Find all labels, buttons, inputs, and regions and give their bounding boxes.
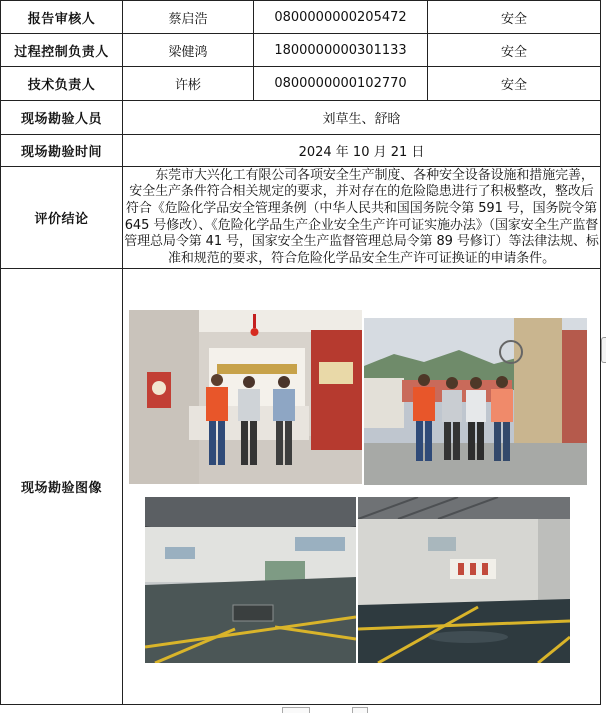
survey-staff-label: 现场勘验人员 bbox=[1, 101, 123, 135]
table-row bbox=[1, 34, 601, 67]
warehouse-interior-photo bbox=[145, 497, 356, 663]
row-label: 过程控制负责人 bbox=[1, 34, 123, 67]
page-selector-box-secondary[interactable] bbox=[352, 707, 368, 713]
survey-time-value: 2024 年 10 月 21 日 bbox=[123, 135, 601, 167]
row-label: 报告审核人 bbox=[1, 1, 123, 34]
side-scroll-tab[interactable] bbox=[601, 337, 606, 363]
outdoor-group-photo bbox=[364, 318, 587, 485]
lobby-group-photo bbox=[129, 310, 362, 484]
survey-images-label: 现场勘验图像 bbox=[1, 269, 123, 705]
workshop-interior-photo bbox=[358, 497, 570, 663]
status-value: 安全 bbox=[428, 67, 601, 101]
status-value: 安全 bbox=[428, 34, 601, 67]
conclusion-label: 评价结论 bbox=[1, 167, 123, 269]
status-value: 安全 bbox=[428, 1, 601, 34]
table-row bbox=[1, 135, 601, 167]
person-name: 蔡启浩 bbox=[123, 1, 254, 34]
certificate-number: 0800000000205472 bbox=[254, 1, 428, 34]
certificate-number: 0800000000102770 bbox=[254, 67, 428, 101]
table-row bbox=[1, 67, 601, 101]
conclusion-text: 东莞市大兴化工有限公司各项安全生产制度、各种安全设备设施和措施完善，安全生产条件符合相关规定的要求，并对存在的危险隐患进行了积极整改，整改后符合《危险化学品安全管理条例（中华人民共和国国务院令第 591 号，国务院令第 645 号修改）、《危险化学品生产企业安全生产许可证实施办法》（国家安全生产监督管理总局令第 41 号，国家安全生产监督管理总局令第 89 号修订）等法律法规、标准和规范的要求，符合危险化学品安全生产许可证换证的申请条件。 bbox=[124, 167, 599, 266]
survey-images-cell bbox=[123, 269, 601, 705]
table-row bbox=[1, 1, 601, 34]
conclusion-text-cell bbox=[123, 167, 601, 269]
table-row bbox=[1, 167, 601, 269]
survey-time-label: 现场勘验时间 bbox=[1, 135, 123, 167]
table-row bbox=[1, 269, 601, 705]
person-name: 梁健鸿 bbox=[123, 34, 254, 67]
page-selector-box[interactable] bbox=[282, 707, 310, 713]
person-name: 许彬 bbox=[123, 67, 254, 101]
row-label: 技术负责人 bbox=[1, 67, 123, 101]
table-row bbox=[1, 101, 601, 135]
survey-staff-value: 刘草生、舒晗 bbox=[123, 101, 601, 135]
certificate-number: 1800000000301133 bbox=[254, 34, 428, 67]
